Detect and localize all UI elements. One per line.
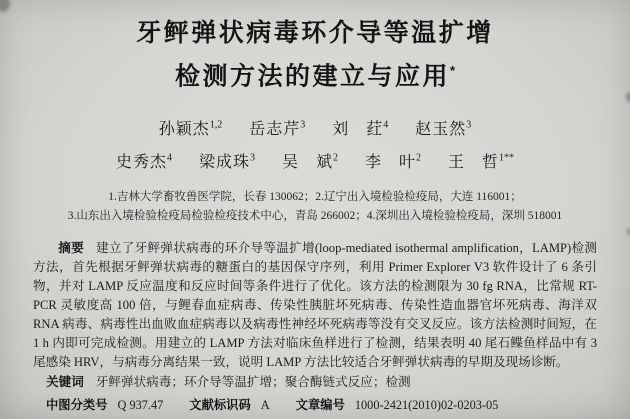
clc-label: 中图分类号 (46, 397, 108, 412)
author: 赵玉然$^3$ (415, 119, 472, 138)
paper-title-line1: 牙鲆弹状病毒环介导等温扩增 (136, 19, 494, 47)
keywords-label: 关键词 (46, 374, 84, 389)
author: 岳志芹$^3$ (249, 119, 306, 138)
author-row-1 (0, 110, 630, 143)
title-footnote-mark: * (449, 63, 456, 78)
keywords-text: 牙鲆弹状病毒；环介导等温扩增；聚合酶链式反应；检测 (95, 374, 411, 389)
article-id-value: 1000-2421(2010)02-0203-05 (354, 397, 499, 412)
abstract-paragraph (33, 239, 597, 372)
doc-code-label: 文献标识码 (189, 397, 251, 412)
abstract-label: 摘要 (58, 240, 84, 255)
author: 孙颖杰$^{1,2}$ (158, 119, 223, 138)
author: 李 叶$^2$ (365, 152, 422, 171)
scan-artifact (626, 92, 630, 102)
scan-artifact (0, 0, 10, 12)
paper-title-line2: 检测方法的建立与应用* (174, 62, 456, 91)
abstract-text: 建立了牙鲆弹状病毒的环介导等温扩增(loop-mediated isothermal amplification，LAMP)检测方法，首先根据牙鲆弹状病毒的糖蛋白的基因保守序列，利用 Primer Explorer V3 软件设计了 6 条引物，并对 LAMP 反应温度和反应时间等条件进行了优化。该方法的检测限为 30 fg RNA，比常规 RT-PCR 灵敏度高 100 倍，与鲤春血症病毒、传染性胰脏坏死病毒、传染性造血器官坏死病毒、海洋双 RNA 病毒、病毒性出血败血症病毒以及病毒性神经坏死病毒等没有交叉反应。该方法检测时间短，在 1 h 内即可完成检测。用建立的 LAMP 方法对临床鱼样进行了检测，结果表明 40 尾石鲽鱼样品中有 3 尾感染 HRV，与病毒分离结果一致，说明 LAMP 方法比较适合牙鲆弹状病毒的早期及现场诊断。 (33, 240, 597, 369)
author: 梁成珠$^3$ (198, 152, 255, 171)
author: 吴 斌$^2$ (281, 152, 338, 171)
paper-title (0, 15, 630, 95)
author-list (0, 110, 630, 177)
affiliation-line: 1.吉林大学畜牧兽医学院，长春 130062；2.辽宁出入境检验检疫局，大连 116001； (108, 190, 522, 203)
keywords-line (33, 372, 597, 393)
doc-code-value: A (260, 397, 270, 412)
affiliation-line: 3.山东出入境检验检疫局检验检疫技术中心，青岛 266002；4.深圳出入境检验检疫局，深圳 518001 (67, 209, 563, 222)
author: 刘 荭$^4$ (332, 119, 389, 138)
author-row-2 (0, 144, 630, 177)
author: 王 哲$^{1**}$ (448, 152, 515, 171)
affiliations (0, 188, 630, 226)
author: 史秀杰$^4$ (115, 152, 172, 171)
clc-value: Q 937.47 (117, 397, 164, 412)
article-id-label: 文章编号 (295, 397, 345, 412)
classification-line (33, 395, 597, 416)
